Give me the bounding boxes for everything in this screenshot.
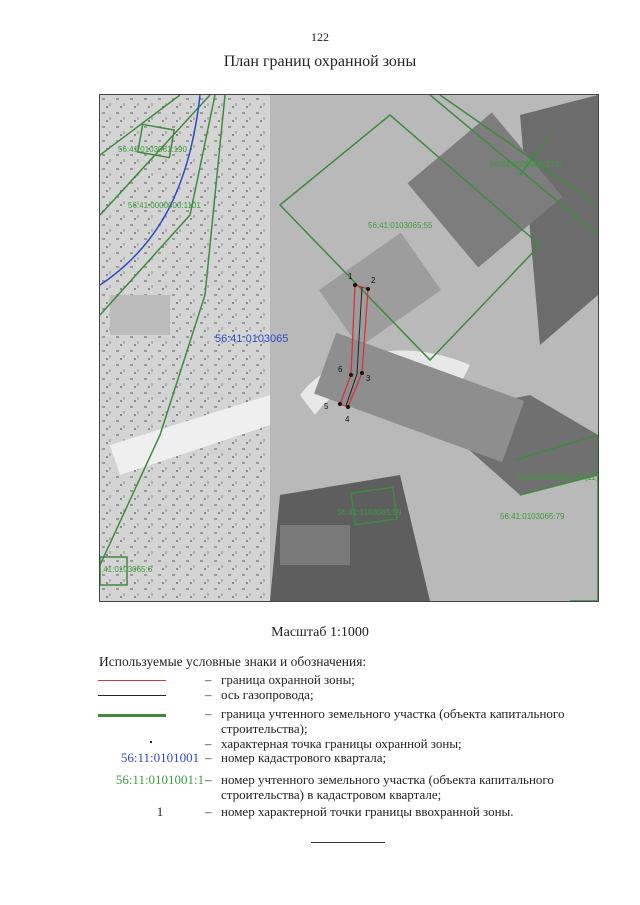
legend-dot [150,741,152,743]
parcel-label: 56:41:0000000:1101 [128,201,201,210]
parcel-label: .41:0103065:6 [101,565,153,574]
point-6 [349,373,353,377]
point-label-5: 5 [324,402,329,411]
aerial-map [100,95,598,601]
parcel-label: 56:41:0000000:43 (11) [518,473,598,482]
page-title: План границ охранной зоны [223,53,417,70]
parcel-label: 56:41:0103065:59 [337,508,402,517]
quarter-label: 56:41:0103065 [215,333,289,345]
scale-text: Масштаб 1:1000 [271,625,369,640]
legend-black-line [98,695,166,696]
map-frame [99,94,599,602]
legend-red-line [98,680,166,681]
legend-green-line [98,714,166,717]
point-label-1: 1 [348,272,353,281]
legend-symbol-quarter: 56:11:0101001 [120,750,200,765]
point-label-4: 4 [345,415,350,424]
point-5 [338,402,342,406]
legend-symbol-parcel: 56:11:0101001:1 [115,772,205,787]
point-label-3: 3 [366,374,371,383]
point-2 [366,287,370,291]
point-1 [353,283,357,287]
parcel-label: 56:41:0000000:1741 [490,160,564,169]
point-4 [346,405,350,409]
parcel-label: 56:41:0103061:190 [118,145,187,154]
point-label-6: 6 [338,365,343,374]
parcel-label: 56:41:0103065:79 [500,512,565,521]
building [110,295,170,335]
legend-heading: Используемые условные знаки и обозначения: [99,654,367,669]
point-3 [360,371,364,375]
legend-symbol-point: 1 [156,804,164,819]
footer-rule [311,842,385,843]
building [280,525,350,565]
parcel-label: 56:41:0103065:55 [368,221,433,230]
point-label-2: 2 [371,276,376,285]
page-number: 122 [311,30,329,44]
